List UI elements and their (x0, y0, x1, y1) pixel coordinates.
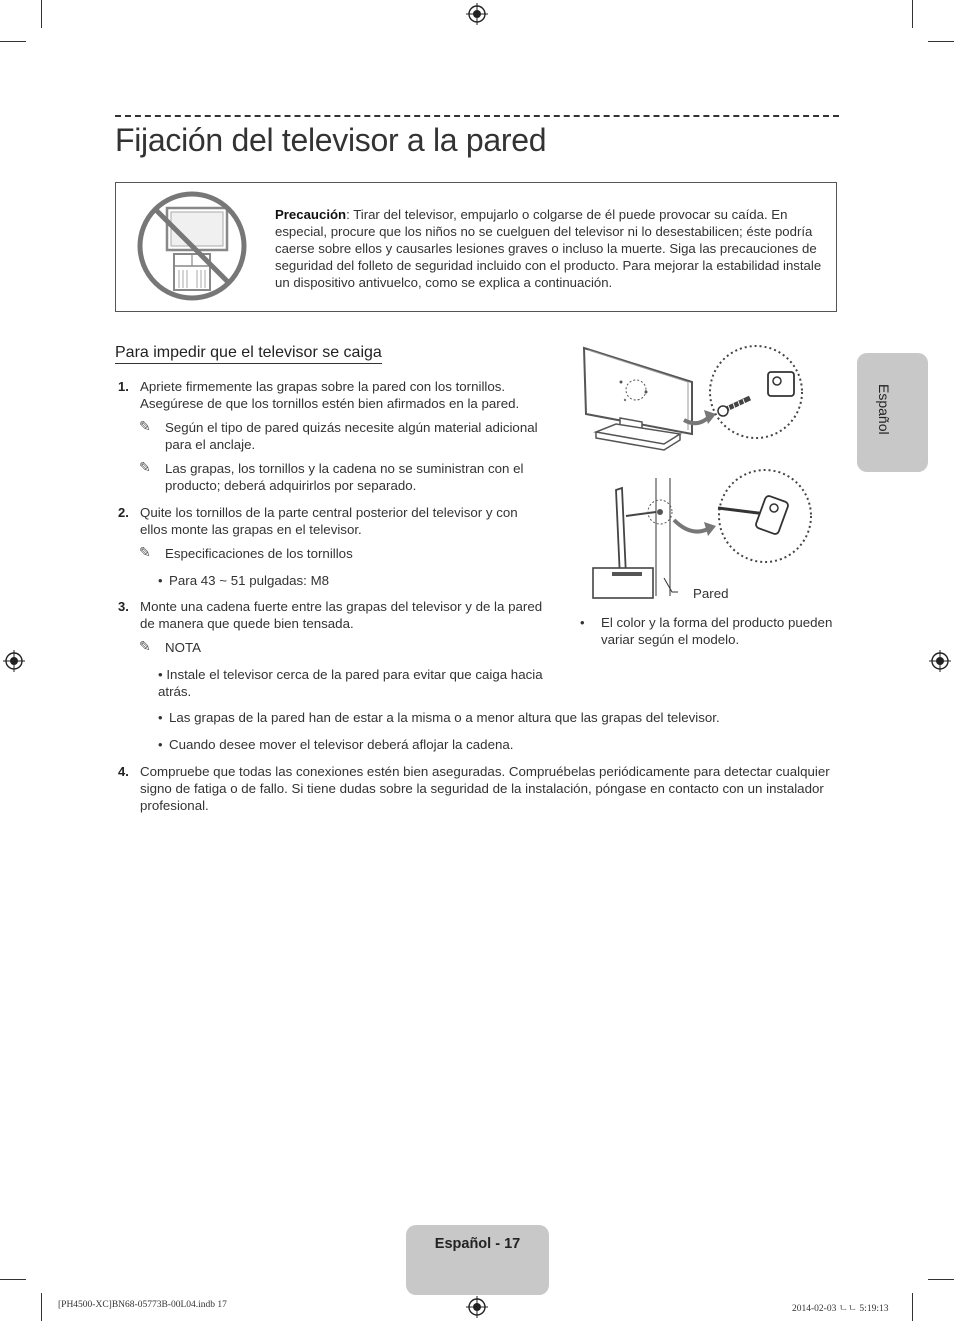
crop-mark (912, 0, 913, 28)
title-rule (115, 115, 839, 117)
caution-lead: Precaución (275, 207, 347, 222)
registration-mark-icon (466, 3, 488, 25)
caution-text (275, 206, 830, 291)
step-bullet (158, 666, 553, 700)
step-text: Monte una cadena fuerte entre las grapas del televisor y de la pared de manera que quede bien tensada. (140, 599, 543, 631)
crop-mark (0, 1279, 26, 1280)
print-file-info: [PH4500-XC]BN68-05773B-00L04.indb 17 (58, 1300, 227, 1310)
crop-mark (928, 41, 954, 42)
bullet-icon: • (158, 737, 163, 752)
pencil-note-icon: ✎ (139, 418, 151, 434)
registration-mark-icon (929, 650, 951, 672)
language-side-tab-label: Español (876, 384, 892, 435)
step-bullet: Cuando desee mover el televisor deberá aflojar la cadena. (169, 737, 514, 752)
page-number-label: Español - 17 (434, 1236, 521, 1252)
bullet-icon: • (158, 573, 163, 588)
step-bullet: Para 43 ~ 51 pulgadas: M8 (169, 573, 330, 588)
step-number: 4. (118, 764, 129, 779)
wall-bracket-illustration (580, 344, 810, 456)
pencil-note-icon: ✎ (139, 638, 151, 654)
caution-body: : Tirar del televisor, empujarlo o colgarse de él puede provocar su caída. En especial, procure que los niños no se cuelguen del televisor ni lo desestabilicen; éste podría caerse sobre ellos y causarles lesiones graves o incluso la muerte. Siga las precauciones de seguridad del folleto de seguridad incluido con el producto. Para mejorar la estabilidad instale un dispositivo antivuelco, como se explica a continuación. (275, 207, 822, 290)
step-number: 3. (118, 599, 129, 614)
registration-mark-icon (3, 650, 25, 672)
registration-mark-icon (466, 1296, 488, 1318)
bullet-icon: • (580, 615, 585, 630)
nota-label: NOTA (165, 640, 201, 655)
step-note: Especificaciones de los tornillos (165, 546, 353, 561)
step-text: Compruebe que todas las conexiones estén bien aseguradas. Compruébelas periódicamente para detectar cualquier signo de fatiga o de fallo. Si tiene dudas sobre la seguridad de la instalación, póngase en contacto con un instalador profesional. (140, 764, 830, 813)
bullet-icon: • (158, 710, 163, 725)
bullet-icon: • (158, 667, 163, 682)
step-bullet: Las grapas de la pared han de estar a la misma o a menor altura que las grapas del televisor. (169, 710, 720, 725)
step-number: 2. (118, 505, 129, 520)
step-number: 1. (118, 379, 129, 394)
language-side-tab (857, 353, 928, 472)
crop-mark (41, 0, 42, 28)
print-timestamp: 2014-02-03 ﾤﾤ 5:19:13 (792, 1304, 889, 1314)
step-text: Quite los tornillos de la parte central posterior del televisor y con ellos monte las grapas en el televisor. (140, 505, 518, 537)
pencil-note-icon: ✎ (139, 459, 151, 475)
step-bullet-text: Instale el televisor cerca de la pared para evitar que caiga hacia atrás. (158, 667, 543, 699)
no-climbing-tv-icon (134, 190, 250, 302)
step-text: Apriete firmemente las grapas sobre la pared con los tornillos. Asegúrese de que los tornillos estén bien afirmados en la pared. (140, 379, 520, 411)
step-note: Según el tipo de pared quizás necesite algún material adicional para el anclaje. (165, 420, 538, 452)
section-heading: Para impedir que el televisor se caiga (115, 344, 382, 364)
step-note: Las grapas, los tornillos y la cadena no se suministran con el producto; deberá adquirirlos por separado. (165, 461, 524, 493)
crop-mark (912, 1293, 913, 1321)
page-title: Fijación del televisor a la pared (115, 122, 547, 158)
crop-mark (928, 1279, 954, 1280)
pencil-note-icon: ✎ (139, 544, 151, 560)
chain-to-wall-illustration (588, 468, 818, 603)
figure-note: El color y la forma del producto pueden variar según el modelo. (601, 615, 833, 647)
crop-mark (41, 1293, 42, 1321)
wall-label: Pared (693, 586, 729, 601)
crop-mark (0, 41, 26, 42)
